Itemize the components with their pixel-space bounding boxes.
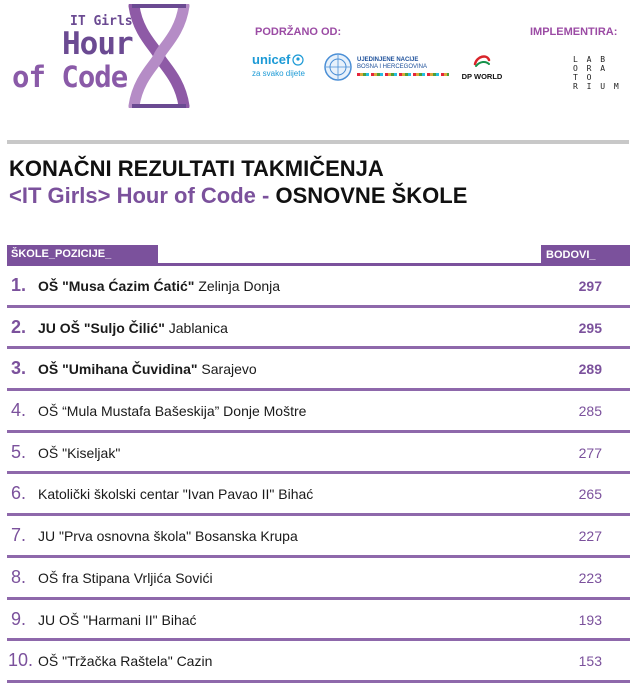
row-school-location: Katolički školski centar "Ivan Pavao II" Bihać [38, 486, 314, 503]
table-row [7, 349, 630, 391]
row-school-location: Jablanica [164, 319, 228, 336]
row-school-location: OŠ "Tržačka Raštela" Cazin [38, 653, 213, 670]
row-school [38, 278, 280, 294]
title-event-name: <IT Girls> Hour of Code - [9, 183, 270, 208]
table-row [7, 516, 630, 558]
row-points: 265 [578, 486, 602, 503]
supported-by-label: PODRŽANO OD: [255, 26, 342, 38]
unicef-logo [252, 52, 314, 84]
logo-hour-text: Hour [62, 26, 133, 62]
unicef-name: unicef [252, 52, 291, 67]
header-divider [7, 140, 629, 144]
laboratorium-line: L A B [573, 55, 608, 64]
implemented-by-label: IMPLEMENTIRA: [530, 26, 618, 38]
laboratorium-logo [573, 55, 621, 91]
table-row [7, 558, 630, 600]
row-school [38, 361, 257, 377]
row-school [38, 445, 120, 461]
table-row [7, 433, 630, 475]
un-emblem-icon [323, 52, 353, 82]
row-rank: 3. [11, 358, 27, 379]
row-points: 223 [578, 569, 602, 586]
row-school-location: JU OŠ "Harmani II" Bihać [38, 611, 197, 628]
row-school [38, 486, 313, 502]
row-points: 193 [578, 611, 602, 628]
row-rank: 6. [11, 483, 27, 504]
row-school-name: OŠ "Musa Ćazim Ćatić" [38, 278, 195, 294]
row-rank: 4. [11, 400, 27, 421]
row-rank: 7. [11, 525, 27, 546]
laboratorium-line: R I U M [573, 82, 621, 91]
un-name-line2: BOSNA I HERCEGOVINA [357, 64, 428, 70]
title-line-2 [9, 182, 631, 210]
row-school-name: JU OŠ "Suljo Čilić" [38, 319, 165, 336]
column-header-schools: ŠKOLE_POZICIJE_ [7, 245, 158, 263]
title-category: OSNOVNE ŠKOLE [269, 183, 468, 208]
row-rank: 2. [11, 316, 27, 337]
dp-world-logo [455, 52, 509, 86]
row-school [38, 320, 228, 336]
row-points: 153 [578, 653, 602, 670]
laboratorium-line: O R A [573, 64, 608, 73]
dp-world-name: DP WORLD [461, 72, 503, 81]
unicef-tagline: za svako dijete [252, 69, 305, 78]
row-points: 227 [578, 528, 602, 545]
page-header [0, 0, 641, 120]
row-points: 295 [578, 319, 602, 336]
laboratorium-line: T O [573, 73, 594, 82]
row-rank: 9. [11, 608, 27, 629]
row-school-location: Sarajevo [197, 361, 257, 378]
table-row [7, 641, 630, 683]
table-row [7, 266, 630, 308]
un-bih-logo [323, 52, 447, 82]
un-color-dots [357, 73, 449, 76]
row-points: 277 [578, 444, 602, 461]
table-row [7, 474, 630, 516]
row-rank: 1. [11, 275, 27, 295]
row-points: 297 [578, 278, 602, 294]
page-title [9, 156, 631, 210]
row-points: 285 [578, 403, 602, 420]
un-name-line1: UJEDINJENE NACIJE [357, 57, 419, 63]
row-rank: 10. [8, 650, 34, 671]
row-points: 289 [578, 361, 602, 378]
results-table [7, 266, 630, 683]
row-school-location: OŠ "Kiseljak" [38, 444, 121, 461]
row-school [38, 570, 213, 586]
table-row [7, 308, 630, 350]
row-school-name: OŠ "Umihana Čuvidina" [38, 361, 198, 378]
table-row [7, 600, 630, 642]
row-school-location: OŠ fra Stipana Vrljića Sovići [38, 569, 213, 586]
dp-world-mark-icon [471, 52, 493, 70]
column-header-points: BODOVI_ [541, 245, 630, 265]
row-school [38, 528, 298, 544]
row-rank: 5. [11, 441, 27, 462]
row-school-location: JU "Prva osnovna škola" Bosanska Krupa [38, 528, 298, 545]
hour-of-code-logo [10, 4, 190, 108]
logo-it-girls-text: IT Girls [70, 14, 133, 29]
unicef-globe-icon [292, 54, 304, 66]
row-rank: 8. [11, 566, 27, 587]
row-school [38, 612, 197, 628]
row-school [38, 653, 212, 669]
hourglass-x-icon [128, 4, 190, 108]
row-school-location: Zelinja Donja [194, 278, 281, 294]
row-school-location: OŠ “Mula Mustafa Bašeskija” Donje Moštre [38, 403, 307, 420]
table-row [7, 391, 630, 433]
title-line-1: KONAČNI REZULTATI TAKMIČENJA [9, 156, 384, 181]
row-school [38, 403, 306, 419]
logo-of-code-text: of Code [12, 60, 128, 94]
